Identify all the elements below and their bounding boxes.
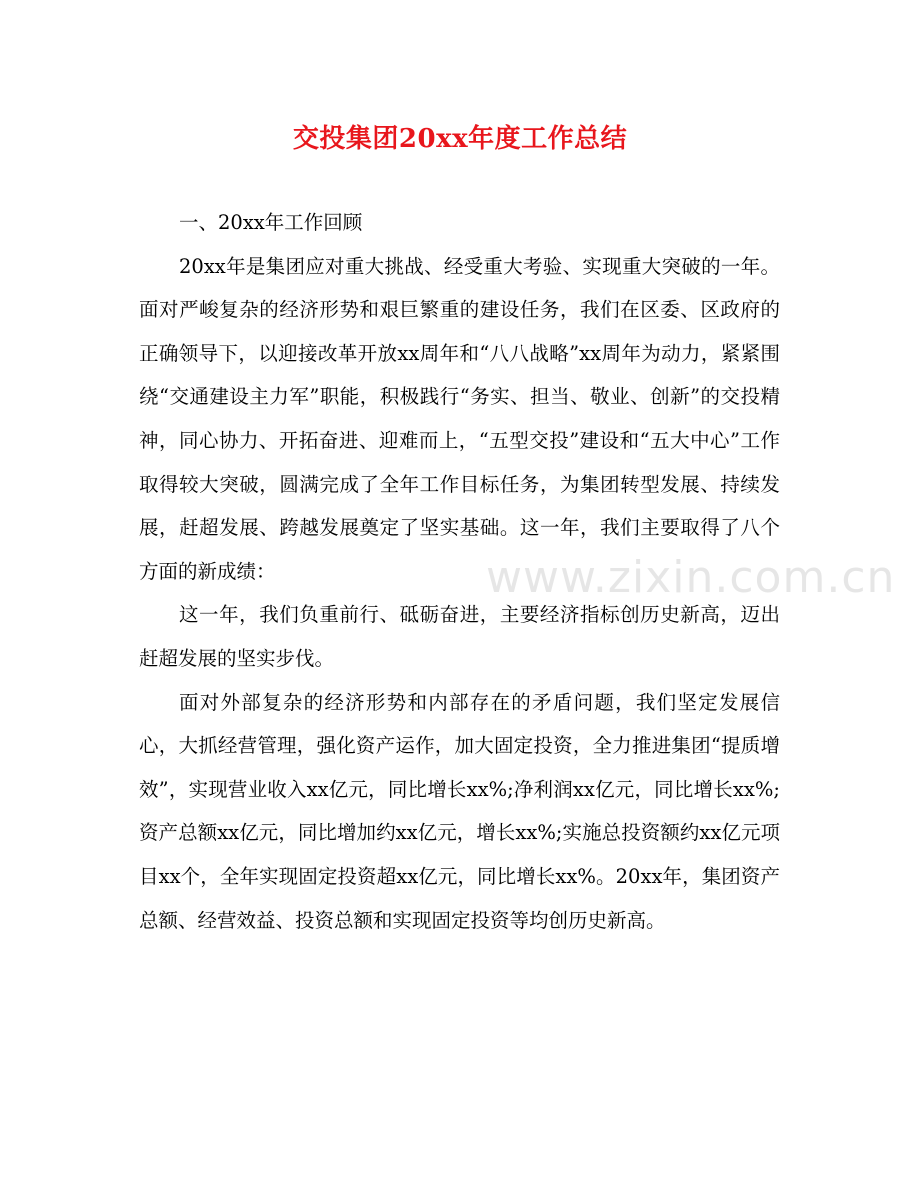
paragraph-3: 面对外部复杂的经济形势和内部存在的矛盾问题，我们坚定发展信心，大抓经营管理，强化资产运作，加大固定投资，全力推进集团“提质增效”，实现营业收入xx亿元，同比增长xx%;净利润xx亿元，同比增长xx%;资产总额xx亿元，同比增加约xx亿元，增长xx%;实施总投资额约xx亿元项目xx个，全年实现固定投资超xx亿元，同比增长xx%。20xx年，集团资产总额、经营效益、投资总额和实现固定投资等均创历史新高。	[139, 690, 780, 932]
section-heading: 一、20xx年工作回顾	[179, 211, 363, 234]
site-watermark: www.zixin.com.cn	[486, 552, 896, 603]
document-title: 交投集团20xx年度工作总结	[292, 124, 628, 154]
paragraph-2: 这一年，我们负重前行、砥砺奋进，主要经济指标创历史新高，迈出赶超发展的坚实步伐。	[139, 603, 780, 670]
paragraph-1: 20xx年是集团应对重大挑战、经受重大考验、实现重大突破的一年。面对严峻复杂的经济形势和艰巨繁重的建设任务，我们在区委、区政府的正确领导下，以迎接改革开放xx周年和“八八战略”xx周年为动力，紧紧围绕“交通建设主力军”职能，积极践行“务实、担当、敬业、创新”的交投精神，同心协力、开拓奋进、迎难而上，“五型交投”建设和“五大中心”工作取得较大突破，圆满完成了全年工作目标任务，为集团转型发展、持续发展，赶超发展、跨越发展奠定了坚实基础。这一年，我们主要取得了八个方面的新成绩：	[139, 254, 780, 583]
